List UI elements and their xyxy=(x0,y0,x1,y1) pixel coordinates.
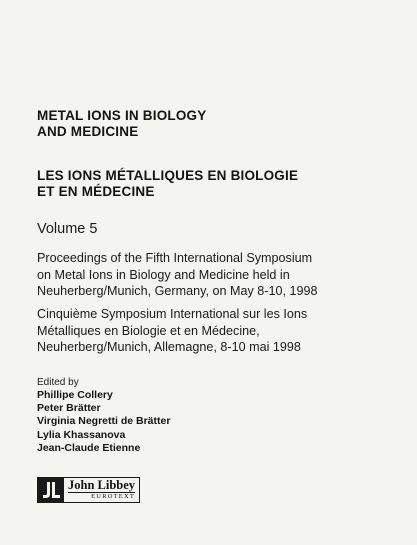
proceedings-french-line: Métalliques en Biologie et en Médecine, xyxy=(37,323,260,338)
editor-name: Phillipe Collery xyxy=(37,389,113,401)
editor-list xyxy=(37,389,170,455)
proceedings-english-line: on Metal Ions in Biology and Medicine held in xyxy=(37,267,290,282)
jl-monogram-glyph-icon xyxy=(40,480,62,500)
publisher-subname: EUROTEXT xyxy=(68,492,135,501)
proceedings-french-line: Neuherberg/Munich, Allemagne, 8-10 mai 1998 xyxy=(37,340,301,354)
title-english-line-2: AND MEDICINE xyxy=(37,124,139,139)
proceedings-english-line: Proceedings of the Fifth International Symposium xyxy=(37,251,313,265)
proceedings-french xyxy=(37,306,387,356)
title-english-line-1: METAL IONS IN BIOLOGY xyxy=(37,108,207,123)
proceedings-english-line: Neuherberg/Munich, Germany, on May 8-10, 1998 xyxy=(37,284,318,298)
publisher-wordmark xyxy=(64,478,139,502)
editor-name: Lylia Khassanova xyxy=(37,428,126,441)
editor-name: Virginia Negretti de Brätter xyxy=(37,415,171,428)
publisher-logo xyxy=(37,477,140,503)
editor-name: Peter Brätter xyxy=(37,402,101,415)
proceedings-english xyxy=(37,250,387,300)
publisher-name: John Libbey xyxy=(68,478,136,492)
title-french xyxy=(37,168,298,200)
title-french-line-2: ET EN MÉDECINE xyxy=(37,184,155,199)
title-french-line-1: LES IONS MÉTALLIQUES EN BIOLOGIE xyxy=(37,168,299,183)
title-english xyxy=(37,108,206,140)
edited-by-label: Edited by xyxy=(37,377,79,388)
proceedings-french-line: Cinquième Symposium International sur les Ions xyxy=(37,307,308,321)
jl-monogram-icon xyxy=(38,478,64,502)
volume-label: Volume 5 xyxy=(37,221,98,237)
editor-name: Jean-Claude Etienne xyxy=(37,441,141,454)
